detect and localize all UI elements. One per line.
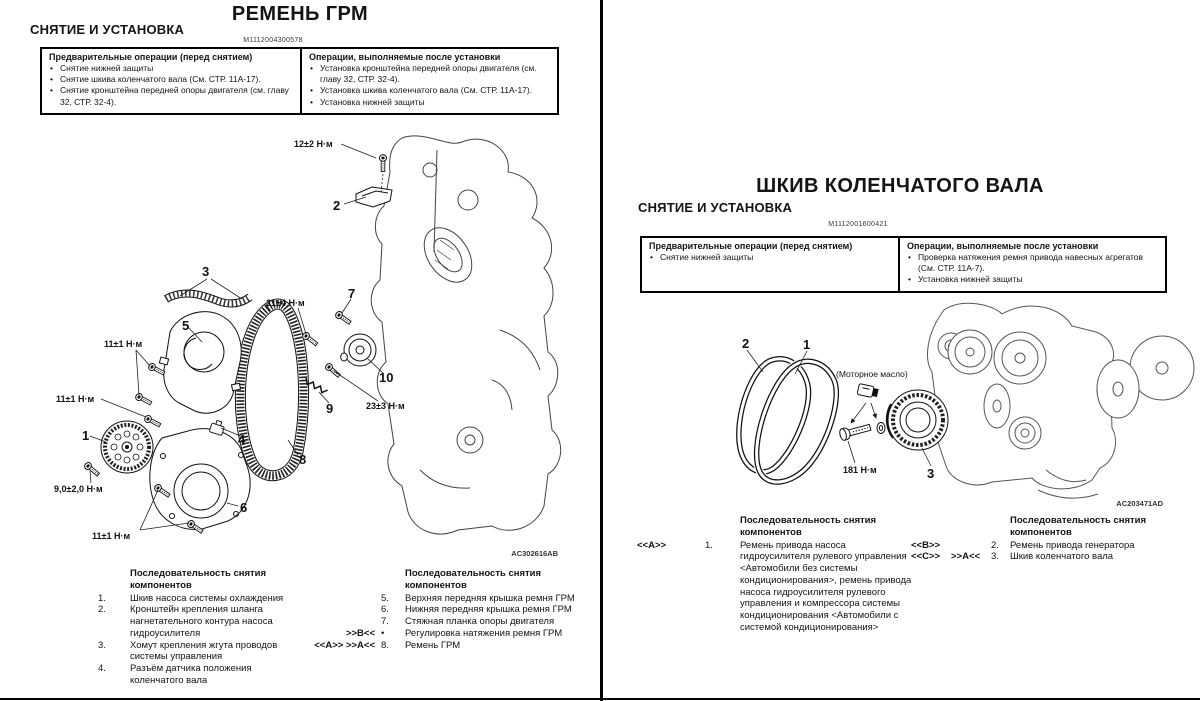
item-text: Нижняя передняя крышка ремня ГРМ (405, 604, 572, 616)
coolant-pump-pulley (101, 421, 153, 473)
item-text: Шкив коленчатого вала (1010, 551, 1114, 563)
callout-6: 6 (240, 500, 248, 515)
callout-3: 3 (202, 264, 210, 279)
item-text: Регулировка натяжения ремня ГРМ (405, 627, 563, 639)
pulley-bolt (839, 421, 872, 441)
list-item: • Установка нижней защиты (907, 274, 1158, 285)
torque-label: 11±1 Н·м (92, 531, 131, 541)
callout-8: 8 (299, 452, 307, 467)
timing-belt-exploded-diagram (0, 128, 600, 568)
removal-sequence-list-right (281, 568, 597, 651)
pre-operations-list (649, 252, 891, 263)
item-number: 1. (98, 592, 106, 604)
list-item (281, 640, 597, 652)
list-item (905, 551, 1197, 563)
item-number: 7. (381, 616, 389, 628)
item-number: 2. (991, 539, 999, 551)
list-item (98, 640, 294, 664)
pre-operations-cell (42, 49, 300, 113)
list-item: • Снятие нижней защиты (649, 252, 891, 263)
engine-oil-tube-icon (857, 384, 879, 399)
item-number: 5. (381, 592, 389, 604)
callout-2: 2 (742, 336, 750, 351)
pre-operations-header: Предварительные операции (перед снятием) (649, 241, 853, 251)
callout-1: 1 (803, 337, 811, 352)
callout-3: 3 (927, 466, 935, 481)
doc-code: M1112004300578 (243, 37, 303, 44)
callout-10: 10 (379, 370, 394, 385)
torque-label: 9,0±2,0 Н·м (54, 484, 103, 494)
tensioner-pulley (344, 334, 376, 366)
torque-label: 23±3 Н·м (366, 401, 405, 411)
torque-label: 181 Н·м (843, 465, 877, 475)
callout-9: 9 (326, 401, 334, 416)
crankshaft-pulley-diagram (600, 294, 1200, 510)
callout-4: 4 (238, 432, 246, 447)
list-item (705, 540, 917, 634)
drive-belt-2 (739, 359, 809, 472)
callout-7: 7 (348, 286, 356, 301)
item-number: 4. (98, 663, 106, 675)
list-item (98, 663, 294, 687)
pre-operations-list (49, 63, 293, 108)
list-item: • Установка нижней защиты (309, 97, 550, 108)
page-title: ШКИВ КОЛЕНЧАТОГО ВАЛА (756, 175, 1044, 197)
item-number: • (381, 627, 385, 639)
oil-note: (Моторное масло) (836, 369, 908, 379)
callout-1: 1 (82, 428, 90, 443)
item-text: Ремень ГРМ (405, 639, 461, 651)
post-operations-list (907, 252, 1158, 286)
upper-timing-cover (159, 312, 241, 413)
removal-sequence-list-left (98, 568, 294, 687)
item-number: 3. (991, 551, 999, 563)
removal-sequence-list-left (705, 515, 917, 634)
item-number: 6. (381, 604, 389, 616)
list-item (98, 593, 294, 605)
crankshaft-pulley (887, 390, 948, 450)
item-number: 8. (381, 639, 389, 651)
item-text: Кронштейн крепления шланга нагнетательного контура насоса гидроусилителя (130, 604, 273, 639)
sequence-header: Последовательность снятия компонентов (1010, 515, 1147, 538)
sequence-header: Последовательность снятия компонентов (130, 568, 267, 591)
drive-belt-1 (757, 361, 837, 482)
list-item: • Проверка натяжения ремня привода навесных агрегатов (См. СТР. 11А-7). (907, 252, 1158, 274)
engine-front-view (928, 303, 1194, 498)
post-operations-list (309, 63, 550, 108)
list-item: • Снятие кронштейна передней опоры двигателя (см. главу 32, СТР. 32-4). (49, 85, 293, 107)
list-item (281, 593, 597, 605)
sequence-header: Последовательность снятия компонентов (740, 515, 877, 538)
post-operations-cell (898, 238, 1165, 291)
post-operations-header: Операции, выполняемые после установки (907, 241, 1099, 251)
operations-table (640, 236, 1167, 293)
page-title: РЕМЕНЬ ГРМ (231, 3, 369, 25)
torque-label: 21±4 Н·м (266, 298, 305, 308)
item-number: 1. (705, 539, 713, 551)
step-marker: <<C>> (911, 551, 941, 563)
lower-timing-cover (150, 429, 250, 530)
step-marker: <<A>> >>A<< (314, 639, 375, 651)
list-item: • Снятие шкива коленчатого вала (См. СТР. 11А-17). (49, 74, 293, 85)
doc-code: M1112001600421 (828, 221, 888, 228)
list-item (281, 616, 597, 628)
pre-operations-cell (642, 238, 898, 291)
corrugated-hose (166, 293, 250, 303)
step-marker: <<B>> (911, 539, 941, 551)
item-number: 3. (98, 639, 106, 651)
callout-2: 2 (333, 198, 341, 213)
figure-code: AC302616AB (511, 549, 558, 558)
washer (877, 423, 885, 434)
operations-table (40, 47, 559, 115)
right-page-crankshaft-pulley (600, 0, 1200, 701)
item-text: Верхняя передняя крышка ремня ГРМ (405, 592, 575, 604)
post-operations-header: Операции, выполняемые после установки (309, 52, 501, 62)
list-item (281, 604, 597, 616)
list-item: • Установка кронштейна передней опоры двигателя (см. главу 32, СТР. 32-4). (309, 63, 550, 85)
post-operations-cell (300, 49, 557, 113)
torque-label: 12±2 Н·м (294, 139, 333, 149)
torque-label: 11±1 Н·м (104, 339, 143, 349)
section-heading: СНЯТИЕ И УСТАНОВКА (30, 22, 185, 37)
list-item (905, 540, 1197, 552)
item-text: Ремень привода генератора (1010, 539, 1135, 551)
timing-belt (240, 304, 303, 476)
sequence-header: Последовательность снятия компонентов (405, 568, 542, 591)
engine-block-outline (371, 136, 560, 534)
figure-code: AC203471AD (1116, 499, 1163, 508)
step-marker: >>B<< (345, 627, 375, 639)
list-item (281, 628, 597, 640)
section-heading: СНЯТИЕ И УСТАНОВКА (638, 200, 793, 215)
step-marker: >>A<< (951, 551, 981, 563)
step-marker-a: <<A>> (637, 540, 667, 551)
pre-operations-header: Предварительные операции (перед снятием) (49, 52, 253, 62)
callout-5: 5 (182, 318, 190, 333)
list-item (98, 604, 294, 639)
item-text: Разъём датчика положения коленчатого вала (130, 663, 252, 686)
list-item: • Установка шкива коленчатого вала (См. СТР. 11А-17). (309, 85, 550, 96)
item-number: 2. (98, 604, 106, 616)
list-item: • Снятие нижней защиты (49, 63, 293, 74)
item-text: Хомут крепления жгута проводов системы управления (130, 639, 278, 663)
item-text: Шкив насоса системы охлаждения (130, 592, 284, 604)
torque-label: 11±1 Н·м (56, 394, 95, 404)
item-text: Стяжная планка опоры двигателя (405, 616, 555, 628)
item-text: Ремень привода насоса гидроусилителя рулевого управления <Автомобили без системы кондиционирования>, ремень привода насоса гидроусилителя рулевого управления и компрессора системы кондиционирования <Автомобили с системой кондиционирования> (740, 539, 912, 633)
removal-sequence-list-right (905, 515, 1197, 563)
